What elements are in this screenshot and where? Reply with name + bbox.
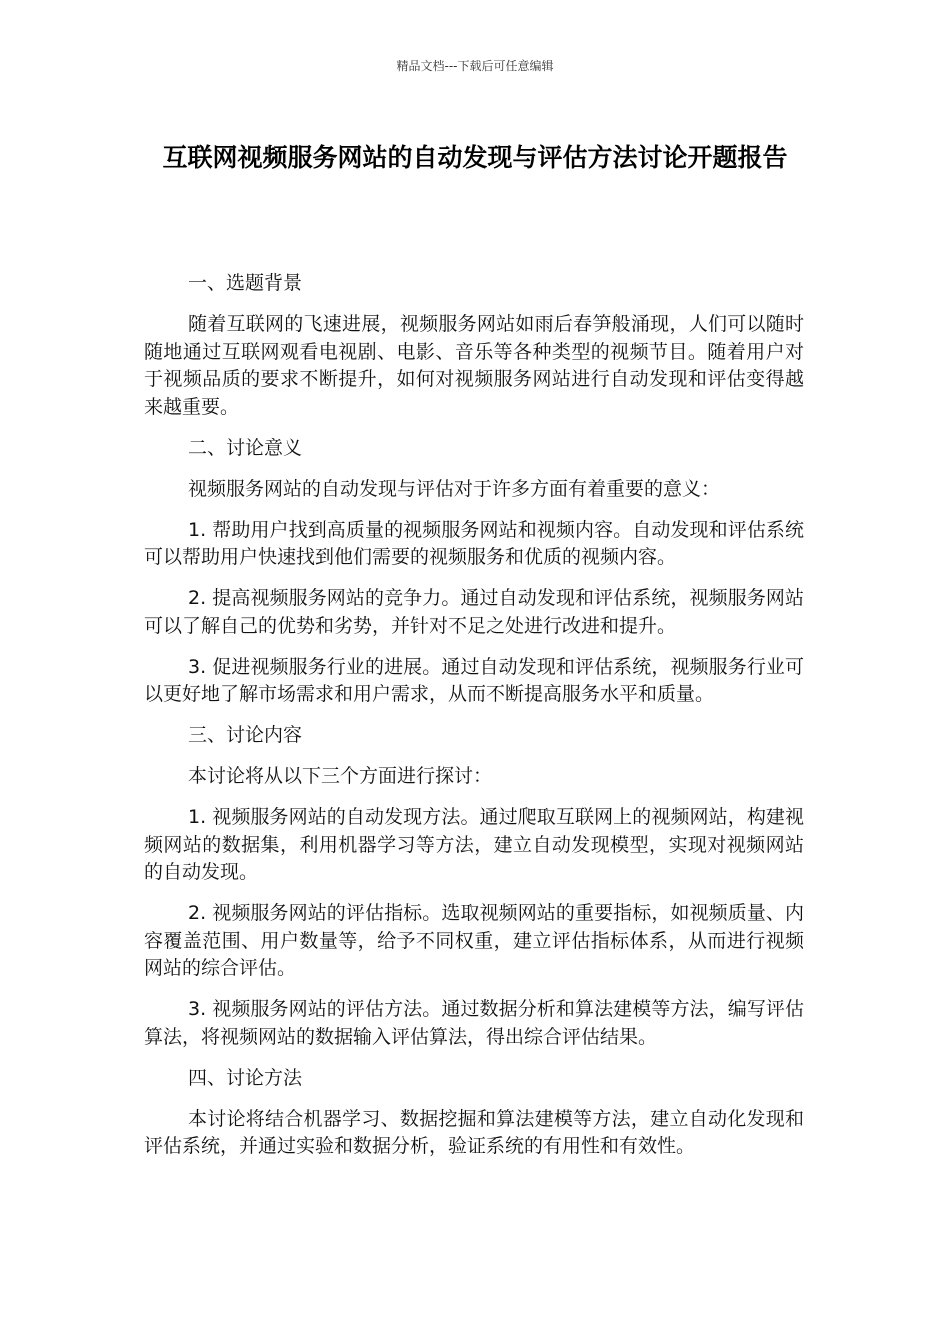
section-heading: 四、讨论方法 bbox=[188, 1066, 303, 1089]
section-heading: 一、选题背景 bbox=[188, 272, 303, 294]
paragraph: 随着互联网的飞速进展，视频服务网站如雨后春笋般涌现，人们可以随时随地通过互联网观看电视剧、电影、音乐等各种类型的视频节目。随着用户对于视频品质的要求不断提升，如何对视频服务网站进行自动发现和评估变得越来越重要。 bbox=[144, 313, 804, 418]
section-heading: 二、讨论意义 bbox=[188, 436, 303, 459]
list-item: 2. 视频服务网站的评估指标。选取视频网站的重要指标，如视频质量、内容覆盖范围、用户数量等，给予不同权重，建立评估指标体系，从而进行视频网站的综合评估。 bbox=[144, 902, 804, 979]
list-item: 1. 视频服务网站的自动发现方法。通过爬取互联网上的视频网站，构建视频网站的数据集，利用机器学习等方法，建立自动发现模型，实现对视频网站的自动发现。 bbox=[144, 806, 804, 883]
list-item: 2. 提高视频服务网站的竞争力。通过自动发现和评估系统，视频服务网站可以了解自己的优势和劣势，并针对不足之处进行改进和提升。 bbox=[144, 587, 804, 637]
section-heading: 三、讨论内容 bbox=[188, 724, 303, 746]
document-title: 互联网视频服务网站的自动发现与评估方法讨论开题报告 bbox=[162, 143, 788, 172]
list-item: 1. 帮助用户找到高质量的视频服务网站和视频内容。自动发现和评估系统可以帮助用户快速找到他们需要的视频服务和优质的视频内容。 bbox=[144, 518, 804, 568]
paragraph: 本讨论将结合机器学习、数据挖掘和算法建模等方法，建立自动化发现和评估系统，并通过实验和数据分析，验证系统的有用性和有效性。 bbox=[144, 1107, 804, 1157]
list-item: 3. 促进视频服务行业的进展。通过自动发现和评估系统，视频服务行业可以更好地了解市场需求和用户需求，从而不断提高服务水平和质量。 bbox=[144, 655, 804, 705]
list-item: 3. 视频服务网站的评估方法。通过数据分析和算法建模等方法，编写评估算法，将视频网站的数据输入评估算法，得出综合评估结果。 bbox=[144, 998, 804, 1048]
header-watermark: 精品文档---下载后可任意编辑 bbox=[396, 59, 554, 73]
document-body bbox=[144, 270, 804, 1174]
paragraph: 视频服务网站的自动发现与评估对于许多方面有着重要的意义： bbox=[188, 477, 721, 500]
paragraph: 本讨论将从以下三个方面进行探讨： bbox=[188, 765, 493, 787]
